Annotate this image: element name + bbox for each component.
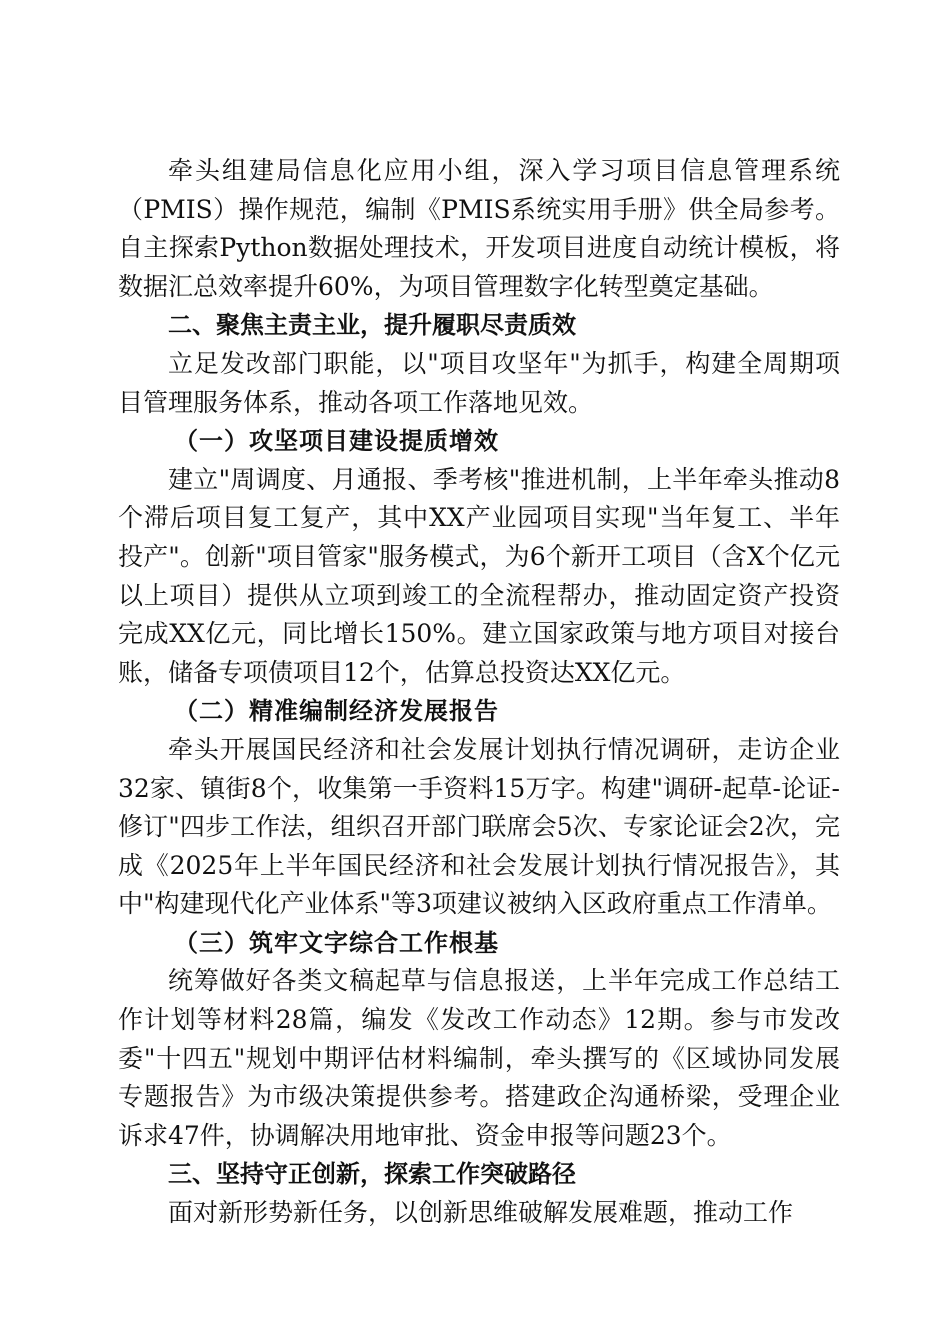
subheading-writing-work: （三）筑牢文字综合工作根基: [174, 927, 499, 957]
document-page: [118, 152, 840, 1233]
paragraph-project-construction: 建立"周调度、月通报、季考核"推进机制，上半年牵头推动8个滞后项目复工复产，其中XX产业园项目实现"当年复工、半年投产"。创新"项目管家"服务模式，为6个新开工项目（含X个亿元以上项目）提供从立项到竣工的全流程帮办，推动固定资产投资完成XX亿元，同比增长150%。建立国家政策与地方项目对接台账，储备专项债项目12个，估算总投资达XX亿元。: [118, 464, 840, 687]
paragraph-informatization: 牵头组建局信息化应用小组，深入学习项目信息管理系统（PMIS）操作规范，编制《PMIS系统实用手册》供全局参考。自主探索Python数据处理技术，开发项目进度自动统计模板，将数据汇总效率提升60%，为项目管理数字化转型奠定基础。: [118, 156, 840, 301]
subheading-project-construction: （一）攻坚项目建设提质增效: [174, 426, 499, 456]
paragraph-economic-report: 牵头开展国民经济和社会发展计划执行情况调研，走访企业32家、镇街8个，收集第一手资料15万字。构建"调研-起草-论证-修订"四步工作法，组织召开部门联席会5次、专家论证会2次，完成《2025年上半年国民经济和社会发展计划执行情况报告》，其中"构建现代化产业体系"等3项建议被纳入区政府重点工作清单。: [118, 734, 840, 919]
paragraph-section-2-intro: 立足发改部门职能，以"项目攻坚年"为抓手，构建全周期项目管理服务体系，推动各项工作落地见效。: [118, 348, 840, 417]
heading-section-3: 三、坚持守正创新，探索工作突破路径: [168, 1160, 576, 1189]
subheading-economic-report: （二）精准编制经济发展报告: [174, 696, 499, 726]
paragraph-section-3-intro: 面对新形势新任务，以创新思维破解发展难题，推动工作: [168, 1198, 794, 1228]
heading-section-2: 二、聚焦主责主业，提升履职尽责质效: [168, 311, 576, 340]
paragraph-writing-work: 统筹做好各类文稿起草与信息报送，上半年完成工作总结工作计划等材料28篇，编发《发改工作动态》12期。参与市发改委"十四五"规划中期评估材料编制，牵头撰写的《区域协同发展专题报告》为市级决策提供参考。搭建政企沟通桥梁，受理企业诉求47件，协调解决用地审批、资金申报等问题23个。: [118, 966, 840, 1150]
